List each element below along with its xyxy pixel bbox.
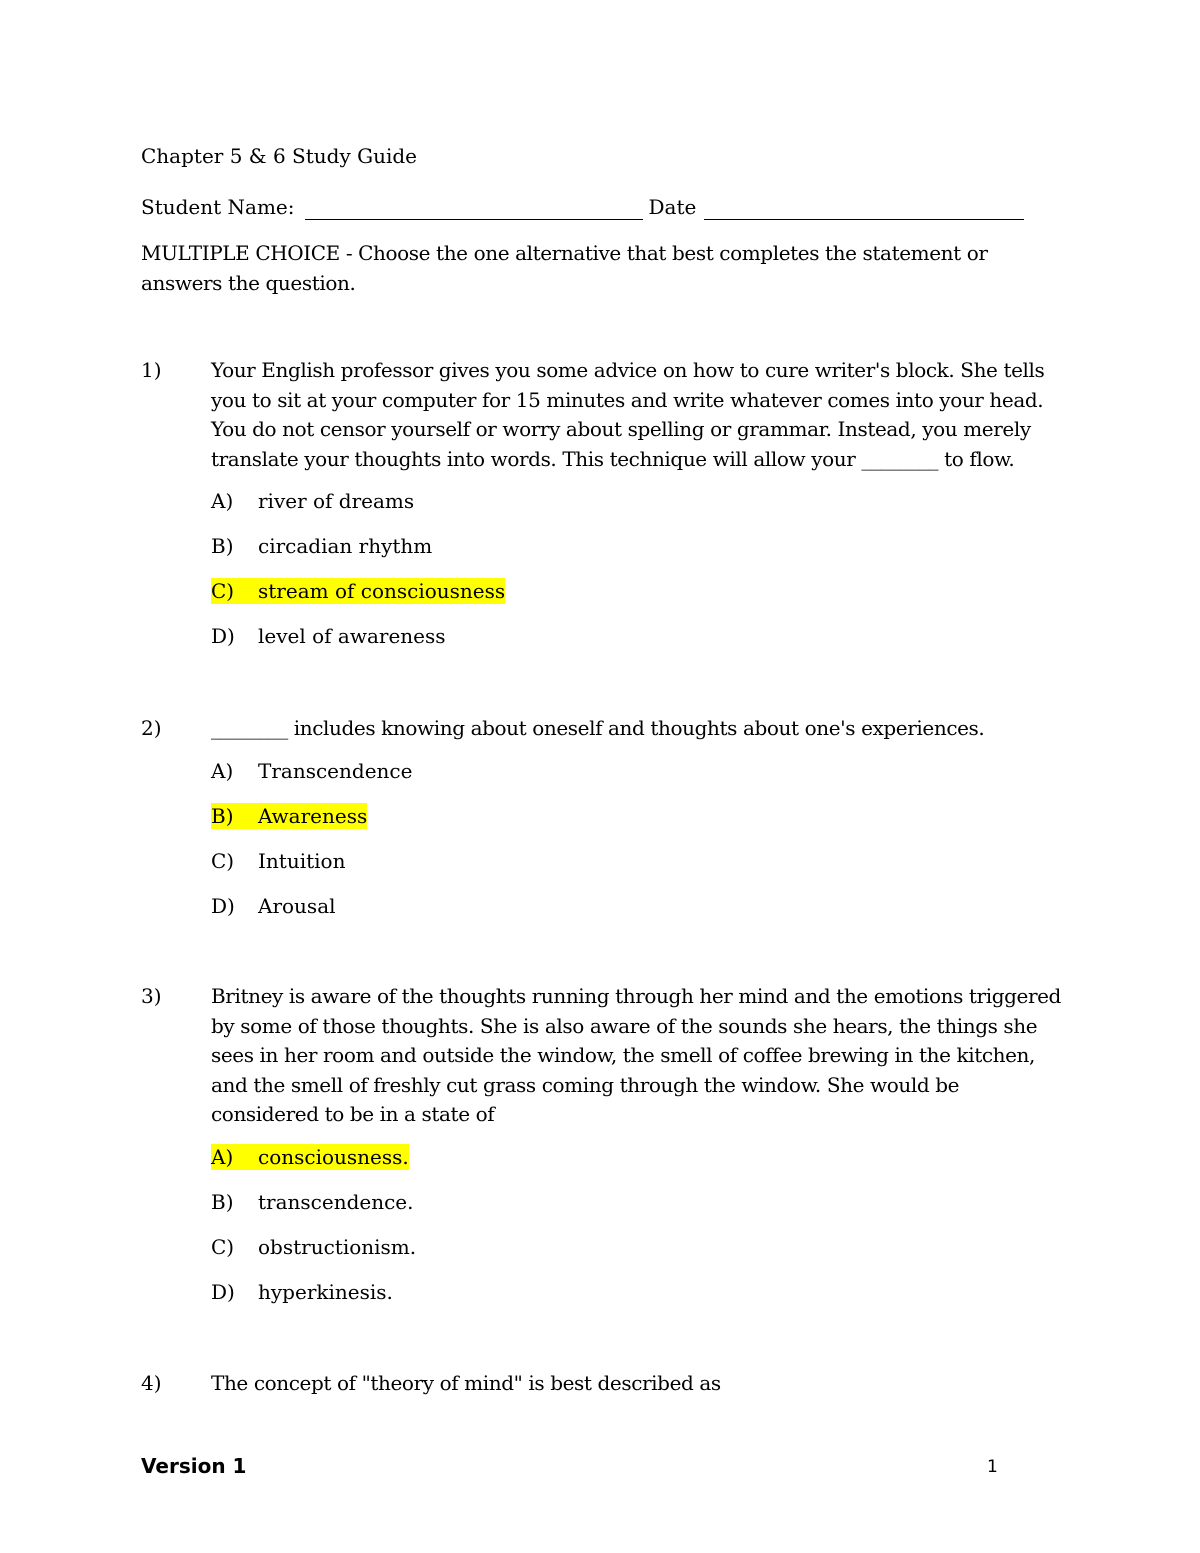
question-text: The concept of "theory of mind" is best described as [211, 1371, 721, 1395]
student-info-line [141, 194, 1024, 220]
choice-text: circadian rhythm [258, 534, 433, 558]
choice-letter: A) [211, 1144, 234, 1169]
choice-c [211, 1234, 1071, 1260]
choice-letter: B) [211, 803, 234, 828]
choice-letter: A) [211, 489, 234, 513]
choice-text: obstructionism. [258, 1234, 417, 1259]
choice-letter: D) [211, 1279, 235, 1304]
choice-letter: A) [211, 758, 234, 783]
choice-b-highlighted [211, 803, 1071, 829]
choice-a [211, 488, 1071, 514]
question-3 [141, 982, 1071, 1324]
choice-b [211, 533, 1071, 559]
student-name-blank [305, 199, 643, 220]
choice-list [211, 488, 1071, 649]
footer-version: Version 1 [141, 1454, 247, 1478]
question-4 [141, 1369, 1071, 1399]
question-number: 3) [141, 984, 162, 1008]
choice-text: river of dreams [258, 489, 415, 513]
choice-letter: B) [211, 1189, 234, 1214]
choice-text: consciousness. [258, 1144, 409, 1169]
question-2 [141, 714, 1071, 938]
choice-text: transcendence. [258, 1189, 414, 1214]
choice-a-highlighted [211, 1144, 1071, 1170]
document-title: Chapter 5 & 6 Study Guide [141, 144, 417, 168]
date-label: Date [648, 195, 697, 219]
choice-list [211, 1144, 1071, 1305]
date-blank [704, 199, 1024, 220]
question-number: 2) [141, 716, 162, 740]
choice-text: Awareness [258, 803, 368, 828]
choice-list [211, 758, 1071, 919]
question-1 [141, 356, 1071, 668]
question-text: Your English professor gives you some advice on how to cure writer's block. She tells you to sit at your computer for 15 minutes and write whatever comes into your head. You do not censor yourself or worry about spelling or grammar. Instead, you merely translate your thoughts into words. This technique will allow your ________ to flow. [211, 358, 1045, 471]
choice-letter: C) [211, 848, 235, 873]
choice-text: hyperkinesis. [258, 1279, 393, 1304]
choice-d [211, 893, 1071, 919]
choice-b [211, 1189, 1071, 1215]
footer-page-number: 1 [987, 1457, 998, 1477]
choice-letter: C) [211, 579, 235, 603]
question-text: ________ includes knowing about oneself and thoughts about one's experiences. [211, 716, 985, 740]
choice-text: Transcendence [258, 758, 413, 783]
choice-letter: D) [211, 893, 235, 918]
question-text: Britney is aware of the thoughts running through her mind and the emotions triggered by some of those thoughts. She is also aware of the sounds she hears, the things she sees in her room and outside the window, the smell of coffee brewing in the kitchen, and the smell of freshly cut grass coming through the window. She would be considered to be in a state of [211, 984, 1061, 1126]
choice-text: Arousal [258, 893, 336, 918]
choice-letter: C) [211, 1234, 235, 1259]
choice-letter: D) [211, 624, 235, 648]
choice-d [211, 1279, 1071, 1305]
choice-text: level of awareness [258, 624, 446, 648]
instructions: MULTIPLE CHOICE - Choose the one alternative that best completes the statement or answers the question. [141, 241, 988, 295]
choice-text: Intuition [258, 848, 346, 873]
question-number: 1) [141, 358, 162, 382]
choice-letter: B) [211, 534, 234, 558]
question-number: 4) [141, 1371, 162, 1395]
choice-c-highlighted [211, 578, 1071, 604]
choice-d [211, 623, 1071, 649]
student-name-label: Student Name: [141, 195, 295, 219]
choice-text: stream of consciousness [258, 579, 506, 603]
choice-a [211, 758, 1071, 784]
choice-c [211, 848, 1071, 874]
